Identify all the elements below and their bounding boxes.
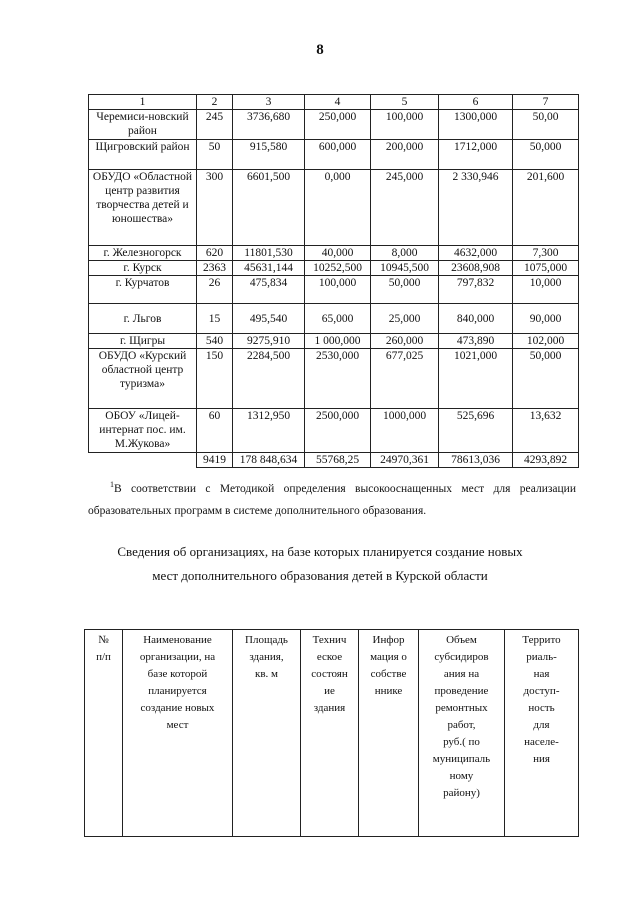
table-cell: 13,632 xyxy=(513,409,579,453)
table-cell: 100,000 xyxy=(305,276,371,304)
row-name: г. Щигры xyxy=(89,334,197,349)
table-cell: 100,000 xyxy=(371,110,439,140)
table-cell: 1712,000 xyxy=(439,140,513,170)
table-row xyxy=(89,409,579,453)
column-header: 4 xyxy=(305,95,371,110)
table-row xyxy=(89,261,579,276)
footnote xyxy=(88,474,576,522)
table-row xyxy=(89,140,579,170)
total-row xyxy=(89,453,579,468)
total-cell: 4293,892 xyxy=(513,453,579,468)
header-line: Площадь xyxy=(245,634,288,646)
header-line: субсидиров xyxy=(434,651,489,663)
table-cell: 90,000 xyxy=(513,304,579,334)
table-cell: 300 xyxy=(197,170,233,246)
header-line: для xyxy=(533,719,550,731)
table-header-row xyxy=(89,95,579,110)
table-cell: 473,890 xyxy=(439,334,513,349)
header-line: базе которой xyxy=(147,668,208,680)
header-line: проведение xyxy=(434,685,489,697)
table-cell: 65,000 xyxy=(305,304,371,334)
table-cell: 915,580 xyxy=(233,140,305,170)
footnote-text: В соответствии с Методикой определения высокооснащенных мест для реализации образовательных программ в системе дополнительного образования. xyxy=(88,482,576,517)
header-line: риаль- xyxy=(526,651,557,663)
table-cell: 1000,000 xyxy=(371,409,439,453)
row-name: ОБОУ «Лицей-интернат пос. им. М.Жукова» xyxy=(89,409,197,453)
header-line: мест xyxy=(166,719,189,731)
header-line: ие xyxy=(324,685,335,697)
empty-cell xyxy=(89,453,197,468)
header-number xyxy=(85,630,123,837)
table-cell: 2500,000 xyxy=(305,409,371,453)
table-cell: 245 xyxy=(197,110,233,140)
table-cell: 150 xyxy=(197,349,233,409)
header-line: ная xyxy=(533,668,550,680)
total-cell: 9419 xyxy=(197,453,233,468)
header-line: кв. м xyxy=(255,668,278,680)
table-cell: 495,540 xyxy=(233,304,305,334)
header-technical-condition xyxy=(301,630,359,837)
table-cell: 25,000 xyxy=(371,304,439,334)
table-row xyxy=(89,276,579,304)
header-line: Наименование xyxy=(143,634,212,646)
header-line: мация о xyxy=(370,651,407,663)
table-row xyxy=(89,349,579,409)
column-header: 5 xyxy=(371,95,439,110)
header-line: № xyxy=(98,634,109,646)
table-cell: 245,000 xyxy=(371,170,439,246)
table-header-row xyxy=(85,630,579,837)
header-owner-info xyxy=(359,630,419,837)
table-cell: 1312,950 xyxy=(233,409,305,453)
table-cell: 10945,500 xyxy=(371,261,439,276)
table-cell: 1 000,000 xyxy=(305,334,371,349)
table-cell: 7,300 xyxy=(513,246,579,261)
total-cell: 24970,361 xyxy=(371,453,439,468)
heading-line-2: мест дополнительного образования детей в Курской области xyxy=(152,568,488,583)
organizations-table xyxy=(84,629,579,837)
table-cell: 1021,000 xyxy=(439,349,513,409)
header-line: доступ- xyxy=(523,685,560,697)
column-header: 3 xyxy=(233,95,305,110)
column-header: 2 xyxy=(197,95,233,110)
table-cell: 40,000 xyxy=(305,246,371,261)
table-cell: 2363 xyxy=(197,261,233,276)
table-cell: 50,000 xyxy=(513,140,579,170)
section-heading xyxy=(70,540,570,588)
table-cell: 50,000 xyxy=(371,276,439,304)
table-cell: 201,600 xyxy=(513,170,579,246)
table-cell: 6601,500 xyxy=(233,170,305,246)
table-cell: 200,000 xyxy=(371,140,439,170)
header-line: планируется xyxy=(148,685,207,697)
header-line: ания на xyxy=(443,668,480,680)
header-line: Технич xyxy=(312,634,347,646)
header-line: ния xyxy=(533,753,550,765)
footnote-marker: 1 xyxy=(110,480,114,489)
header-area xyxy=(233,630,301,837)
table-cell: 1300,000 xyxy=(439,110,513,140)
row-name: Щигровский район xyxy=(89,140,197,170)
row-name: ОБУДО «Областной центр развития творчества детей и юношества» xyxy=(89,170,197,246)
row-name: г. Курчатов xyxy=(89,276,197,304)
table-cell: 475,834 xyxy=(233,276,305,304)
table-row xyxy=(89,246,579,261)
header-line: п/п xyxy=(96,651,111,663)
table-cell: 840,000 xyxy=(439,304,513,334)
header-line: населе- xyxy=(524,736,559,748)
table-cell: 797,832 xyxy=(439,276,513,304)
table-cell: 600,000 xyxy=(305,140,371,170)
row-name: г. Курск xyxy=(89,261,197,276)
column-header: 6 xyxy=(439,95,513,110)
table-cell: 0,000 xyxy=(305,170,371,246)
table-cell: 677,025 xyxy=(371,349,439,409)
table-cell: 45631,144 xyxy=(233,261,305,276)
header-line: Объем xyxy=(446,634,477,646)
table-row xyxy=(89,170,579,246)
column-header: 1 xyxy=(89,95,197,110)
row-name: г. Железногорск xyxy=(89,246,197,261)
table-cell: 8,000 xyxy=(371,246,439,261)
header-line: создание новых xyxy=(140,702,215,714)
subsidy-table xyxy=(88,94,579,468)
row-name: г. Льгов xyxy=(89,304,197,334)
header-line: еское xyxy=(316,651,343,663)
header-line: руб.( по xyxy=(443,736,480,748)
table-cell: 26 xyxy=(197,276,233,304)
header-line: Инфор xyxy=(372,634,405,646)
header-line: ному xyxy=(449,770,474,782)
table-cell: 540 xyxy=(197,334,233,349)
table-cell: 10,000 xyxy=(513,276,579,304)
table-cell: 15 xyxy=(197,304,233,334)
table-cell: 50,000 xyxy=(513,349,579,409)
table-cell: 4632,000 xyxy=(439,246,513,261)
table-cell: 2530,000 xyxy=(305,349,371,409)
table-cell: 2284,500 xyxy=(233,349,305,409)
table-cell: 102,000 xyxy=(513,334,579,349)
table-cell: 23608,908 xyxy=(439,261,513,276)
row-name: ОБУДО «Курский областной центр туризма» xyxy=(89,349,197,409)
table-cell: 50,00 xyxy=(513,110,579,140)
table-cell: 9275,910 xyxy=(233,334,305,349)
table-cell: 60 xyxy=(197,409,233,453)
header-line: здания xyxy=(313,702,346,714)
row-name: Черемиси-новский район xyxy=(89,110,197,140)
table-cell: 11801,530 xyxy=(233,246,305,261)
table-cell: 620 xyxy=(197,246,233,261)
header-line: ннике xyxy=(374,685,403,697)
table-cell: 1075,000 xyxy=(513,261,579,276)
header-line: ность xyxy=(528,702,555,714)
header-line: организации, на xyxy=(139,651,216,663)
table-cell: 260,000 xyxy=(371,334,439,349)
table-cell: 50 xyxy=(197,140,233,170)
total-cell: 178 848,634 xyxy=(233,453,305,468)
header-line: Террито xyxy=(522,634,561,646)
header-line: собстве xyxy=(370,668,407,680)
heading-line-1: Сведения об организациях, на базе которых планируется создание новых xyxy=(117,544,523,559)
column-header: 7 xyxy=(513,95,579,110)
header-organization-name xyxy=(123,630,233,837)
table-cell: 2 330,946 xyxy=(439,170,513,246)
total-cell: 55768,25 xyxy=(305,453,371,468)
header-line: муниципаль xyxy=(432,753,491,765)
header-line: ремонтных xyxy=(435,702,488,714)
table-cell: 525,696 xyxy=(439,409,513,453)
header-subsidy-volume xyxy=(419,630,505,837)
table-row xyxy=(89,334,579,349)
total-cell: 78613,036 xyxy=(439,453,513,468)
header-line: состоян xyxy=(311,668,348,680)
header-line: здания, xyxy=(249,651,284,663)
table-cell: 10252,500 xyxy=(305,261,371,276)
header-line: работ, xyxy=(447,719,476,731)
header-line: району) xyxy=(443,787,480,799)
table-cell: 250,000 xyxy=(305,110,371,140)
table-cell: 3736,680 xyxy=(233,110,305,140)
page-number: 8 xyxy=(316,42,324,58)
table-row xyxy=(89,304,579,334)
table-row xyxy=(89,110,579,140)
header-accessibility xyxy=(505,630,579,837)
